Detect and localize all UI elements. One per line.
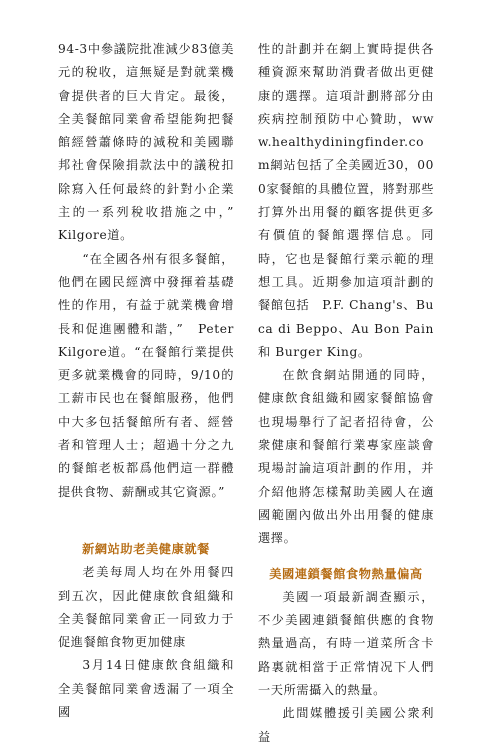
right-paragraph-1: 性的計劃并在網上實時提供各種資源來幫助消費者做出更健康的選擇。這項計劃將部分由疾病控制預防中心贊助，www.healthydiningfinder.com網站包括了全美國近30，000家餐館的具體位置，將對那些打算外出用餐的顧客提供更多有價值的餐館選擇信息。同時，它也是餐館行業示範的理想工具。近期參加這項計劃的餐館包括 P.F. Chang's、Buca di Beppo、Au Bon Pain和 Burger King。 — [258, 42, 434, 359]
right-section-heading: 美國連鎖餐館食物熱量偏高 — [269, 566, 423, 581]
section-spacer — [258, 551, 434, 563]
left-paragraph-1: 94-3中參議院批准減少83億美元的稅收，這無疑是對就業機會提供者的巨大肯定。最後，全美餐館同業會希望能夠把餐館經營蕭條時的減稅和美國聯邦社會保險捐款法中的議稅扣除寫入任何最終的針對小企業主的一系列稅收措施之中，” Kilgore道。 — [58, 42, 247, 243]
right-paragraph-3: 美國一項最新調查顯示，不少美國連鎖餐館供應的食物熱量過高，有時一道菜所含卡路裏就相當于正常情况下人們一天所需攝入的熱量。 — [258, 589, 434, 698]
left-section-heading: 新網站助老美健康就餐 — [82, 541, 210, 556]
section-spacer — [58, 504, 234, 538]
left-column — [58, 38, 247, 724]
left-paragraph-4: 3月14日健康飲食組織和全美餐館同業會透漏了一項全國 — [58, 658, 234, 720]
right-paragraph-2: 在飲食網站開通的同時，健康飲食組織和國家餐館協會也現場舉行了記者招待會，公衆健康和餐館行業專家座談會現場討論這項計劃的作用，并介紹他將怎樣幫助美國人在適國範圍內做出外出用餐的健康選擇。 — [258, 368, 434, 546]
left-paragraph-2: “在全國各州有很多餐館，他們在國民經濟中發揮着基礎性的作用，有益于就業機會增長和促進團體和諧，” Peter Kilgore道。“在餐館行業提供更多就業機會的同時，9/10的工薪市民也在餐館服務，他們中大多包括餐館所有者、經營者和管理人士；超過十分之九的餐館老板都爲他們這一群體提供食物、薪酬或其它資源。” — [58, 251, 247, 499]
right-paragraph-4: 此間媒體援引美國公衆利益 — [258, 706, 434, 744]
left-paragraph-3: 老美每周人均在外用餐四到五次，因此健康飲食組織和全美餐館同業會正一同致力于促進餐館食物更加健康 — [58, 565, 234, 650]
right-column — [258, 38, 434, 749]
